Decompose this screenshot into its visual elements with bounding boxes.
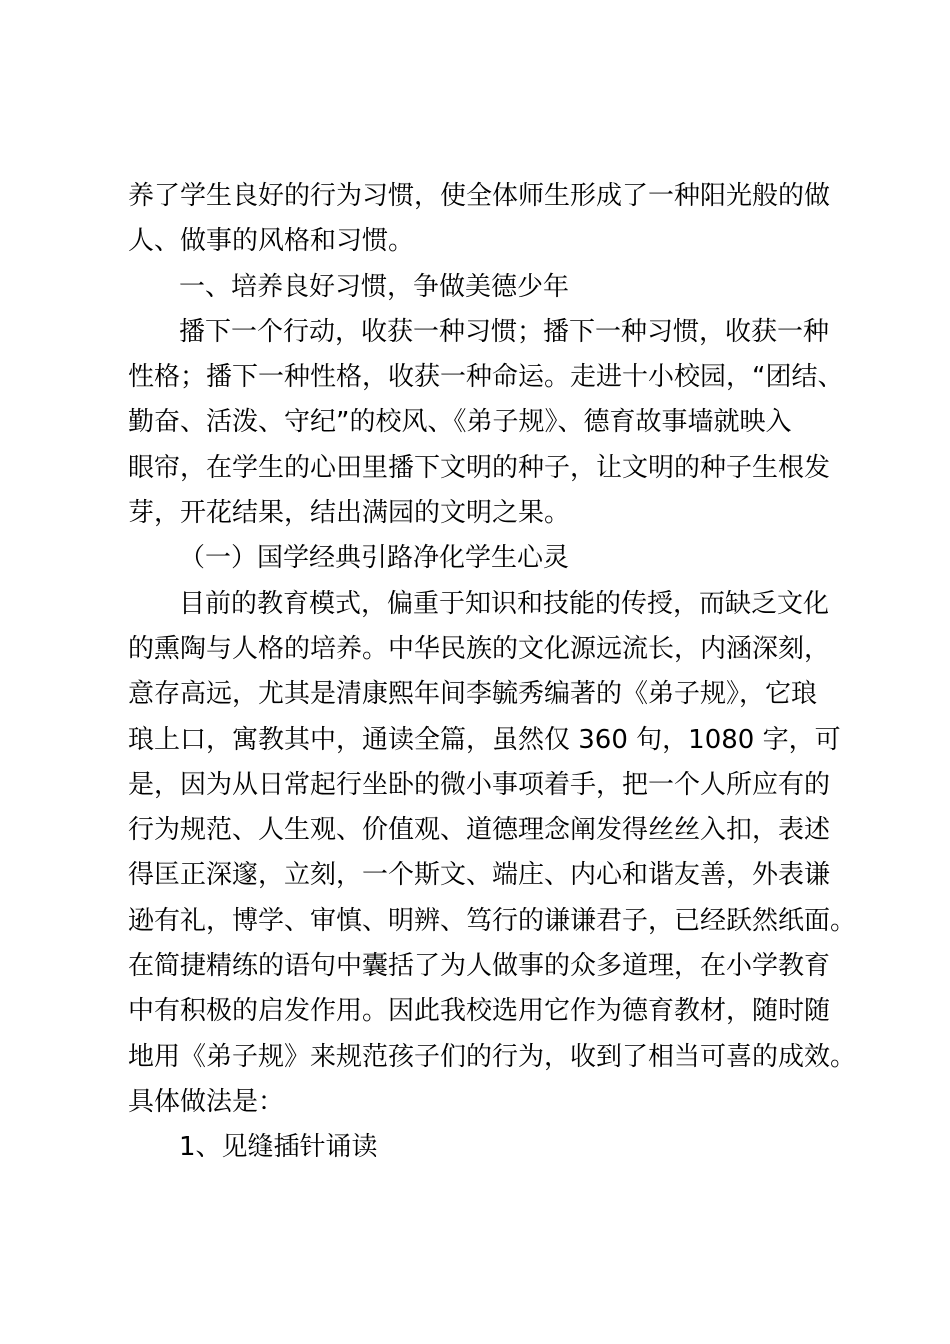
paragraph-line: 性格；播下一种性格，收获一种命运。走进十小校园，“团结、 [128,362,844,393]
list-item-heading: 1、见缝插针诵读 [179,1132,378,1163]
document-body [128,174,857,1171]
paragraph-line: 养了学生良好的行为习惯，使全体师生形成了一种阳光般的做 [128,181,831,211]
paragraph-line: 勤奋、活泼、守纪”的校风、《弟子规》、德育故事墙就映入 [128,407,792,438]
paragraph-line: 中有积极的启发作用。因此我校选用它作为德育教材，随时随 [128,996,831,1027]
paragraph-line: 得匡正深邃，立刻，一个斯文、端庄、内心和谐友善，外表谦 [128,860,831,891]
paragraph-line: 芽，开花结果，结出满园的文明之果。 [128,498,571,529]
paragraph-line: 的熏陶与人格的培养。中华民族的文化源远流长，内涵深刻， [128,633,831,664]
paragraph-line: 意存高远，尤其是清康熙年间李毓秀编著的《弟子规》，它琅 [128,679,818,710]
paragraph-line: 地用《弟子规》来规范孩子们的行为，收到了相当可喜的成效。 [128,1041,857,1072]
paragraph-line: 行为规范、人生观、价值观、道德理念阐发得丝丝入扣，表述 [128,815,831,846]
paragraph-line: 是，因为从日常起行坐卧的微小事项着手，把一个人所应有的 [128,769,831,800]
paragraph-line: 人、做事的风格和习惯。 [128,226,415,257]
paragraph-line: 在简捷精练的语句中囊括了为人做事的众多道理，在小学教育 [128,951,831,982]
paragraph-line: 眼帘，在学生的心田里播下文明的种子，让文明的种子生根发 [128,452,831,483]
paragraph-line: 具体做法是： [128,1086,285,1117]
subsection-heading: （一）国学经典引路净化学生心灵 [179,543,570,574]
paragraph-line: 逊有礼，博学、审慎、明辨、笃行的谦谦君子，已经跃然纸面。 [128,905,857,936]
paragraph-line: 目前的教育模式，偏重于知识和技能的传授，而缺乏文化 [179,588,830,619]
paragraph-line: 琅上口，寓教其中，通读全篇，虽然仅 360 句，1080 字，可 [128,724,841,755]
paragraph-line: 播下一个行动，收获一种习惯；播下一种习惯，收获一种 [179,316,830,347]
section-heading: 一、培养良好习惯，争做美德少年 [179,271,570,302]
